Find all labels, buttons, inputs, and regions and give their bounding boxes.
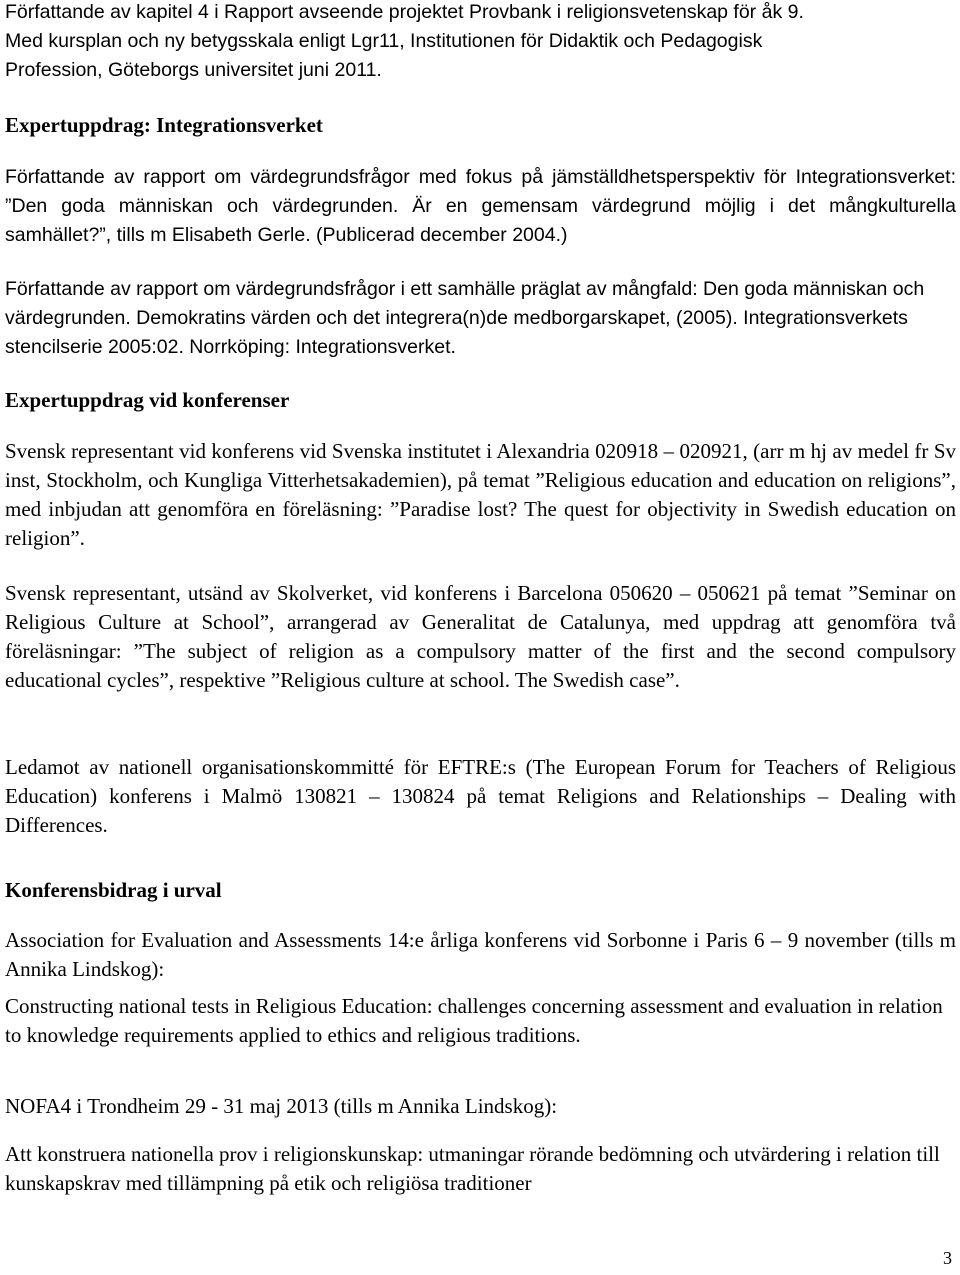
contribution-paragraph: NOFA4 i Trondheim 29 - 31 maj 2013 (tills m Annika Lindskog): xyxy=(5,1094,558,1118)
page-number: 3 xyxy=(943,1248,952,1268)
intro-line: Med kursplan och ny betygsskala enligt Lgr11, Institutionen för Didaktik och Pedagogisk xyxy=(5,30,763,52)
contribution-paragraph: Att konstruera nationella prov i religionskunskap: utmaningar rörande bedömning och utvärdering i relation till kunskapskrav med tillämpning på etik och religiösa traditioner xyxy=(5,1142,940,1195)
conference-paragraph: Ledamot av nationell organisationskommitté för EFTRE:s (The European Forum for Teachers of Religious Education) konferens i Malmö 130821 – 130824 på temat Religions and Relationships – Dealing with Differences. xyxy=(5,755,956,837)
section-heading-integration: Expertuppdrag: Integrationsverket xyxy=(5,113,323,137)
intro-line: Författande av kapitel 4 i Rapport avseende projektet Provbank i religionsvetenskap för åk 9. xyxy=(5,1,804,23)
contribution-paragraph: Constructing national tests in Religious Education: challenges concerning assessment and evaluation in relation to knowledge requirements applied to ethics and religious traditions. xyxy=(5,994,943,1047)
intro-block xyxy=(5,0,956,85)
section-heading-conferences: Expertuppdrag vid konferenser xyxy=(5,388,290,412)
contribution-paragraph: Association for Evaluation and Assessments 14:e årliga konferens vid Sorbonne i Paris 6 – 9 november (tills m Annika Lindskog): xyxy=(5,928,956,981)
conference-paragraph: Svensk representant vid konferens vid Svenska institutet i Alexandria 020918 – 020921, (arr m hj av medel fr Sv inst, Stockholm, och Kungliga Vitterhetsakademien), på temat ”Religious education and education on religions”, med inbjudan att genomföra en föreläsning: ”Paradise lost? The quest for objectivity in Swedish education on religion”. xyxy=(5,439,956,550)
integration-paragraph: Författande av rapport om värdegrundsfrågor i ett samhälle präglat av mångfald: Den goda människan och värdegrunden. Demokratins värden och det integrera(n)de medborgarskapet, (2005). Integrationsverkets stencilserie 2005:02. Norrköping: Integrationsverket. xyxy=(5,278,925,358)
section-heading-contributions: Konferensbidrag i urval xyxy=(5,878,222,902)
conference-paragraph: Svensk representant, utsänd av Skolverket, vid konferens i Barcelona 050620 – 050621 på temat ”Seminar on Religious Culture at School”, arrangerad av Generalitat de Catalunya, med uppdrag att genomföra två föreläsningar: ”The subject of religion as a compulsory matter of the first and the second compulsory educational cycles”, respektive ”Religious culture at school. The Swedish case”. xyxy=(5,581,956,692)
intro-line: Profession, Göteborgs universitet juni 2011. xyxy=(5,59,382,81)
integration-paragraph: Författande av rapport om värdegrundsfrågor med fokus på jämställdhetsperspektiv för Integrationsverket: ”Den goda människan och värdegrunden. Är en gemensam värdegrund möjlig i det mångkulturella samhället?”, tills m Elisabeth Gerle. (Publicerad december 2004.) xyxy=(5,166,956,246)
